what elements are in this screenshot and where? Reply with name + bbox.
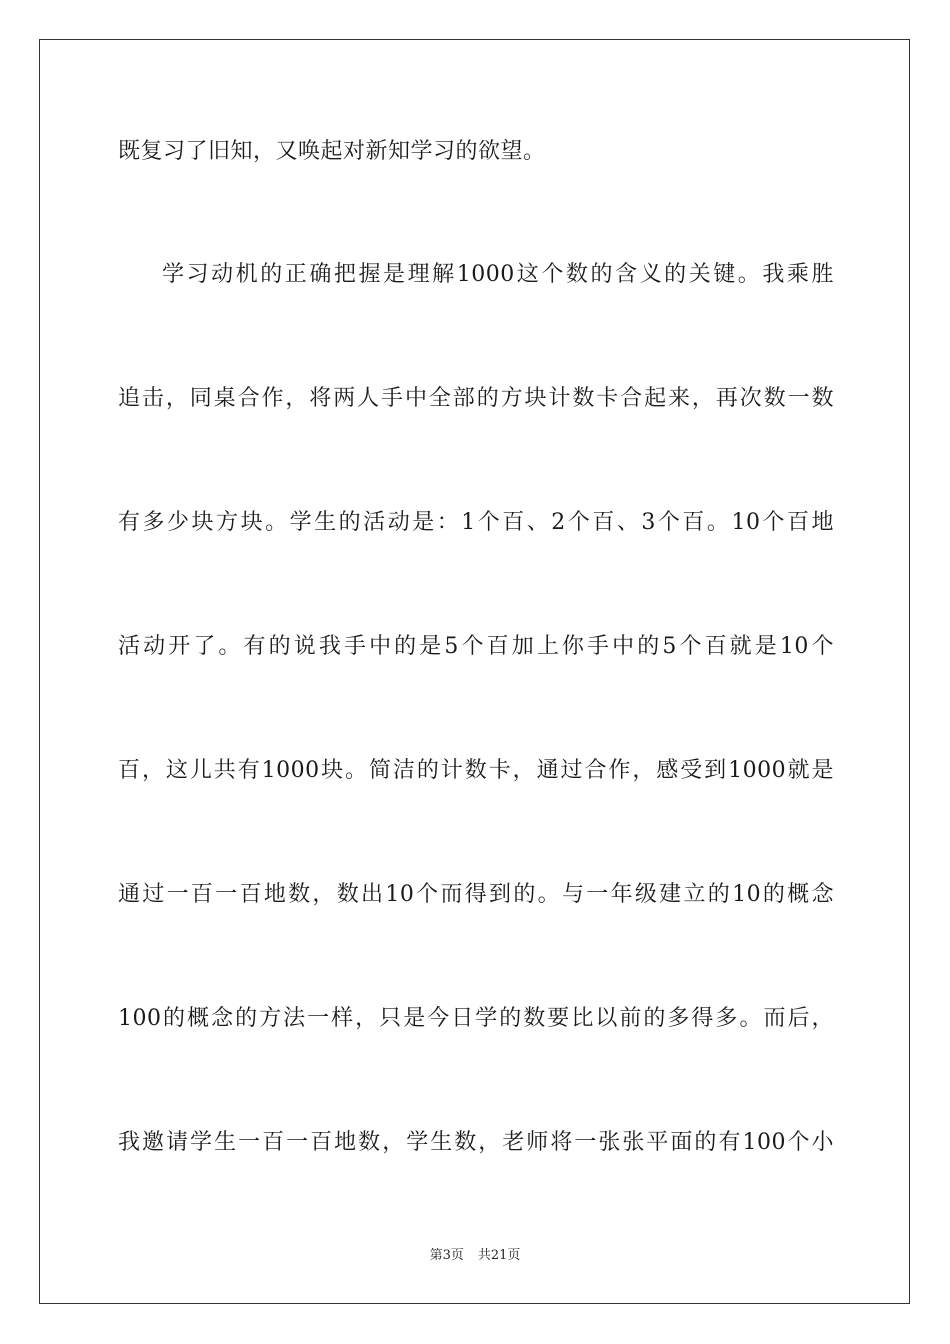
text-line-7: 通过一百一百地数，数出10个而得到的。与一年级建立的10的概念 [118,882,834,907]
text-line-5: 活动开了。有的说我手中的是5个百加上你手中的5个百就是10个 [118,634,834,659]
text-line-2: 学习动机的正确把握是理解1000这个数的含义的关键。我乘胜 [162,262,834,287]
page-number: 第3页 [429,1248,464,1263]
text-line-9: 我邀请学生一百一百地数，学生数，老师将一张张平面的有100个小 [118,1130,834,1155]
text-line-1: 既复习了旧知，又唤起对新知学习的欲望。 [118,139,546,164]
page-border [39,39,910,1304]
text-line-3: 追击，同桌合作，将两人手中全部的方块计数卡合起来，再次数一数 [118,386,834,411]
page-footer [0,1247,950,1265]
text-line-8: 100的概念的方法一样，只是今日学的数要比以前的多得多。而后， [118,1006,834,1031]
text-line-6: 百，这儿共有1000块。简洁的计数卡，通过合作，感受到1000就是 [118,758,834,783]
text-line-4: 有多少块方块。学生的活动是：1个百、2个百、3个百。10个百地 [118,510,834,535]
page-total: 共21页 [477,1248,521,1263]
